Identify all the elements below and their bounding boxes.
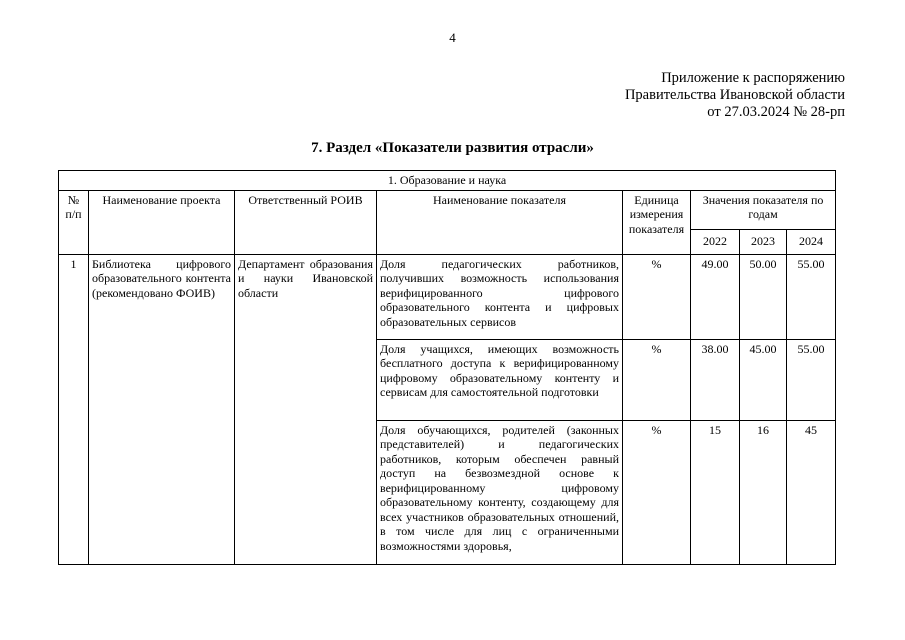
value-2023: 50.00 bbox=[740, 254, 787, 339]
page-number: 4 bbox=[449, 30, 456, 45]
header-roiv: Ответственный РОИВ bbox=[235, 190, 377, 254]
appendix-line-2: Правительства Ивановской области bbox=[624, 87, 845, 103]
header-indicator: Наименование показателя bbox=[377, 190, 623, 254]
indicator-unit: % bbox=[623, 420, 691, 564]
header-project: Наименование проекта bbox=[89, 190, 235, 254]
value-2024: 55.00 bbox=[787, 254, 836, 339]
header-year-2024: 2024 bbox=[787, 229, 836, 254]
value-2022: 49.00 bbox=[691, 254, 740, 339]
indicator-name: Доля педагогических работников, получивших возможность использования верифицированного цифрового образовательного контента и цифровых образовательных сервисов bbox=[377, 254, 623, 339]
indicator-unit: % bbox=[623, 254, 691, 339]
header-unit: Единица измерения показателя bbox=[623, 190, 691, 254]
value-2024: 45 bbox=[787, 420, 836, 564]
indicator-unit: % bbox=[623, 339, 691, 420]
responsible-roiv: Департамент образования и науки Ивановской области bbox=[235, 254, 377, 564]
value-2022: 15 bbox=[691, 420, 740, 564]
appendix-header bbox=[625, 70, 845, 121]
header-values-group: Значения показателя по годам bbox=[691, 190, 836, 229]
appendix-line-3: от 27.03.2024 № 28-рп bbox=[707, 104, 845, 120]
header-year-2022: 2022 bbox=[691, 229, 740, 254]
value-2024: 55.00 bbox=[787, 339, 836, 420]
project-name: Библиотека цифрового образовательного контента (рекомендовано ФОИВ) bbox=[89, 254, 235, 564]
row-num: 1 bbox=[59, 254, 89, 564]
value-2023: 16 bbox=[740, 420, 787, 564]
table-row bbox=[59, 254, 836, 339]
indicator-name: Доля обучающихся, родителей (законных представителей) и педагогических работников, которым обеспечен равный доступ на безвозмездной основе к верифицированному цифровому образовательному контенту, создающему для всех участников образовательных отношений, в том числе для лиц с ограниченными возможностями здоровья, bbox=[377, 420, 623, 564]
table-section-heading: 1. Образование и наука bbox=[59, 171, 836, 191]
value-2022: 38.00 bbox=[691, 339, 740, 420]
section-title: 7. Раздел «Показатели развития отрасли» bbox=[311, 140, 594, 156]
indicators-table bbox=[58, 170, 836, 565]
header-num: № п/п bbox=[59, 190, 89, 254]
indicator-name: Доля учащихся, имеющих возможность бесплатного доступа к верифицированному цифровому образовательному контенту и сервисам для самостоятельной подготовки bbox=[377, 339, 623, 420]
value-2023: 45.00 bbox=[740, 339, 787, 420]
header-year-2023: 2023 bbox=[740, 229, 787, 254]
appendix-line-1: Приложение к распоряжению bbox=[661, 70, 845, 86]
